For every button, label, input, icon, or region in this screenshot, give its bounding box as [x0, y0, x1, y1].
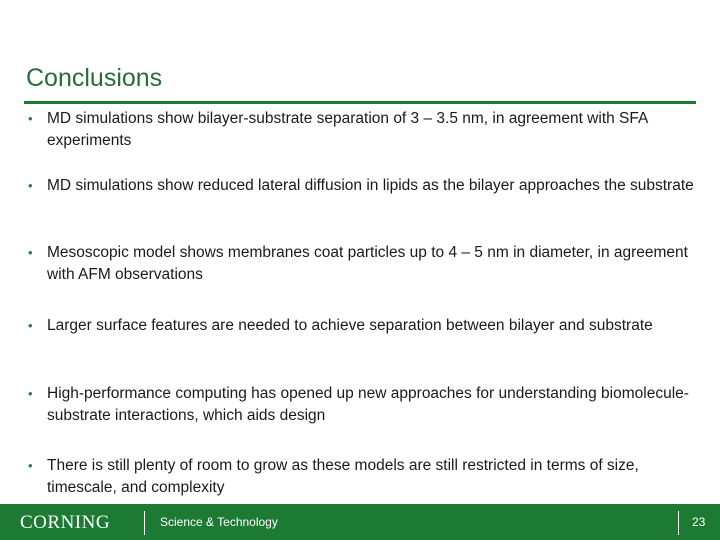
footer-department: Science & Technology [160, 515, 278, 529]
bullet-text: Larger surface features are needed to achieve separation between bilayer and substrate [47, 317, 653, 334]
bullet-item [28, 175, 695, 197]
bullet-dot-icon: • [28, 111, 33, 126]
bullet-text: MD simulations show reduced lateral diffusion in lipids as the bilayer approaches the substrate [47, 177, 694, 194]
bullet-dot-icon: • [28, 318, 33, 333]
bullet-dot-icon: • [28, 245, 33, 260]
bullet-dot-icon: • [28, 178, 33, 193]
bullet-dot-icon: • [28, 386, 33, 401]
bullet-text: Mesoscopic model shows membranes coat particles up to 4 – 5 nm in diameter, in agreement with AFM observations [47, 244, 688, 283]
footer-divider [678, 511, 679, 535]
bullet-item [28, 455, 695, 499]
bullet-dot-icon: • [28, 458, 33, 473]
footer-divider [144, 511, 145, 535]
bullet-text: MD simulations show bilayer-substrate separation of 3 – 3.5 nm, in agreement with SFA experiments [47, 110, 648, 149]
page-number: 23 [692, 515, 706, 529]
slide-title: Conclusions [26, 64, 163, 92]
corning-logo: CORNING [20, 512, 111, 533]
bullet-item [28, 315, 695, 337]
title-divider [24, 101, 696, 104]
bullet-item [28, 383, 695, 427]
bullet-text: High-performance computing has opened up new approaches for understanding biomolecule-substrate interactions, which aids design [47, 385, 689, 424]
bullet-item [28, 108, 695, 152]
bullet-text: There is still plenty of room to grow as these models are still restricted in terms of size, timescale, and complexity [47, 457, 639, 496]
bullet-item [28, 242, 695, 286]
footer-bar [0, 504, 720, 540]
